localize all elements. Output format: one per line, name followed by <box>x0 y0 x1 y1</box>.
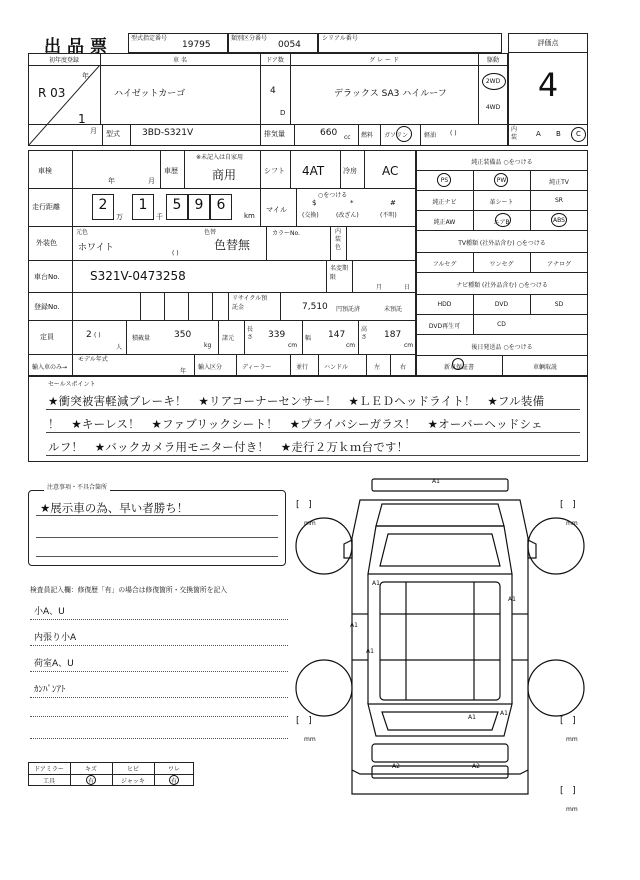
load-value: 350 <box>174 330 192 340</box>
first-reg-label: 初年度登録 <box>48 57 79 64</box>
sales-line-2: ！ ★キーレス！ ★ファブリックシート！ ★プライバシーガラス！ ★オーバーヘッドシェ <box>48 417 543 431</box>
capacity-value: 2 <box>86 330 92 340</box>
car-damage-diagram <box>290 474 590 804</box>
ac-label: 冷房 <box>343 167 357 175</box>
notes-label: 注意事項・不具合箇所 <box>44 482 110 491</box>
navi-sd: SD <box>554 301 564 308</box>
serial-label: シリアル番号 <box>322 35 358 42</box>
capacity-unit: 人 <box>116 344 123 351</box>
damage-a1-front-bumper: A1 <box>432 478 440 485</box>
name-change-label: 名変期限 <box>330 265 349 281</box>
diesel-bracket: ( ) <box>450 130 457 137</box>
fuel-label: 燃料 <box>361 132 374 139</box>
equip-abs: ABS <box>553 217 565 224</box>
legend-door-mirror: ドアミラー <box>34 766 64 773</box>
damage-a1-left-slide: A1 <box>350 622 358 629</box>
fuel-gasoline: ガソリン <box>384 132 409 139</box>
legend-tool: 工具 <box>42 778 55 785</box>
tv-oneseg: ワンセグ <box>489 261 514 268</box>
color-no-label: カラーNo. <box>272 230 300 237</box>
form-title: 出品票 <box>44 37 113 57</box>
recycle-unit: 円預託済 <box>336 306 361 313</box>
legend-jack: ジャッキ <box>121 778 145 785</box>
height-label: 高さ <box>361 326 368 341</box>
drive-label: 駆動 <box>486 57 499 64</box>
height-cm: cm <box>404 342 414 349</box>
handle-left: 左 <box>374 364 381 371</box>
model-label: 型式 <box>106 130 120 138</box>
load-unit: kg <box>204 342 212 349</box>
equip-leather: 革シート <box>489 199 514 206</box>
sales-line-1: ★衝突被害軽減ブレーキ！ ★リアコーナーセンサー！ ★ＬＥＤヘッドライト！ ★フル装備 <box>48 394 545 408</box>
recycle-value: 7,510 <box>302 302 328 312</box>
tread-spare-bracket: [ ] <box>560 786 576 796</box>
equip-ps: PS <box>440 177 449 184</box>
first-reg-era: R 03 <box>38 86 66 100</box>
tv-type-label: TV種類 (社外品含む) ○をつける <box>458 240 546 247</box>
model-year-unit: 年 <box>180 368 187 375</box>
tread-front-right-mm: mm <box>566 520 578 527</box>
sales-line-3: ルフ！ ★バックカメラ用モニター付き！ ★走行２万ｋｍ台です！ <box>48 440 409 454</box>
inspector-line-3: 荷室A、U <box>34 659 74 669</box>
inspector-line-1: 小A、U <box>34 607 65 617</box>
handle-right: 右 <box>400 364 407 371</box>
length-label: 長さ <box>247 326 254 341</box>
damage-a1-rear-panel: A1 <box>468 714 476 721</box>
unknown-label: (不明) <box>380 212 397 219</box>
mileage-unit-sen: 千 <box>156 213 163 221</box>
swap-mark: $ <box>312 199 317 207</box>
genuine-equip-label: 純正装備品 ○をつける <box>471 159 533 166</box>
dimension-label: 諸元 <box>222 335 235 342</box>
original-color-value: ホワイト <box>78 243 114 253</box>
inspector-line-4: ｶﾝﾊﾟﾝｱﾄ <box>34 685 66 695</box>
tv-fullseg: フルセグ <box>432 261 457 268</box>
name-change-month: 月 <box>376 284 383 291</box>
mileage-digit-2: 1 <box>138 197 148 213</box>
recycle-label: リサイクル預託金 <box>232 295 268 311</box>
alter-mark: * <box>350 199 354 207</box>
shaken-year-unit: 年 <box>108 177 115 185</box>
legend-broken: ワレ <box>167 766 180 773</box>
width-label: 幅 <box>305 335 312 342</box>
first-reg-month: 1 <box>78 112 86 126</box>
mile-label: マイル <box>266 206 287 214</box>
tread-rear-right-bracket: [ ] <box>560 716 576 726</box>
tread-front-left-mm: mm <box>304 520 316 527</box>
later-shipment-label: 後日発送品 ○をつける <box>471 344 533 351</box>
inspector-line-2: 内張り小A <box>34 633 77 643</box>
equip-sr: SR <box>555 197 563 204</box>
interior-c: C <box>576 130 581 138</box>
chassis-value: S321V-0473258 <box>90 269 186 283</box>
displacement-unit: cc <box>344 134 351 141</box>
interior-color-label: 内装色 <box>335 228 342 251</box>
tread-front-left-bracket: [ ] <box>296 500 312 510</box>
doors-value: 4 <box>270 86 276 96</box>
color-change-value: 色替無 <box>214 238 251 252</box>
import-div-label: 輸入区分 <box>198 364 223 371</box>
height-value: 187 <box>384 330 402 340</box>
damage-a2-rear-right: A2 <box>472 763 480 770</box>
history-label: 車歴 <box>164 167 178 175</box>
equip-genuine-aw: 純正AW <box>433 219 456 226</box>
capacity-label: 定員 <box>40 333 54 341</box>
model-no-value: 19795 <box>182 40 211 50</box>
sales-point-label: セールスポイント <box>48 381 96 388</box>
legend-scratch: キズ <box>85 766 97 773</box>
damage-a1-left-door: A1 <box>372 580 380 587</box>
ac-value: AC <box>382 164 399 178</box>
navi-dvd: DVD <box>494 301 509 308</box>
width-value: 147 <box>328 330 346 340</box>
interior-a: A <box>536 130 541 138</box>
history-note: ※未記入は自家用 <box>196 154 244 161</box>
mileage-unit-man: 万 <box>116 213 123 221</box>
jack-yes: 有 <box>170 778 177 785</box>
shaken-label: 車検 <box>38 167 52 175</box>
color-change-label: 色替 <box>204 229 217 236</box>
score-value: 4 <box>537 66 559 104</box>
category-no-value: 0054 <box>278 40 301 50</box>
later-manual: 車輌取説 <box>532 364 557 371</box>
interior-b: B <box>556 130 561 138</box>
navi-hdd: HDD <box>437 301 452 308</box>
notes-line-1: ★展示車の為、早い者勝ち！ <box>40 501 189 515</box>
mileage-mark-label: ○をつける <box>318 192 348 199</box>
grade-label: グ レ ー ド <box>369 57 399 64</box>
interior-label: 内装 <box>511 126 518 141</box>
navi-dvd-play: DVD再生可 <box>428 323 461 330</box>
car-name-label: 車 名 <box>173 57 187 64</box>
recycle-unpaid: 未預託 <box>384 306 403 313</box>
tread-rear-left-bracket: [ ] <box>296 716 312 726</box>
chassis-label: 車台No. <box>34 273 60 281</box>
later-new-cert: 新車保証書 <box>443 364 474 371</box>
color-paren: ( ) <box>172 250 179 257</box>
navi-cd: CD <box>497 321 506 328</box>
equip-airbag: エアB <box>493 219 510 226</box>
length-value: 339 <box>268 330 286 340</box>
tread-rear-right-mm: mm <box>566 736 578 743</box>
category-no-label: 類別区分番号 <box>231 35 268 42</box>
score-label: 評価点 <box>537 39 559 47</box>
shaken-month-unit: 月 <box>148 177 155 185</box>
mileage-label: 走行距離 <box>32 203 60 211</box>
alter-label: (改ざん) <box>336 212 359 219</box>
navi-type-label: ナビ種類 (社外品含む) ○をつける <box>456 282 548 289</box>
model-value: 3BD-S321V <box>142 128 194 138</box>
equip-genuine-tv: 純正TV <box>549 179 569 186</box>
handle-label: ハンドル <box>324 364 349 371</box>
model-no-label: 型式指定番号 <box>131 35 168 42</box>
equip-genuine-navi: 純正ナビ <box>432 199 457 206</box>
name-change-day: 日 <box>404 284 411 291</box>
drive-2wd: 2WD <box>485 78 501 85</box>
mileage-digit-3: 5 <box>172 197 182 213</box>
tread-front-right-bracket: [ ] <box>560 500 576 510</box>
doors-label: ドア数 <box>266 57 284 64</box>
exterior-color-label: 外装色 <box>36 239 57 247</box>
capacity-paren: ( ) <box>94 332 101 339</box>
swap-label: (交換) <box>302 212 319 219</box>
reg-no-label: 登録No. <box>34 303 60 311</box>
new-cert-circle <box>452 358 464 370</box>
load-label: 積載量 <box>132 335 151 342</box>
tool-yes: 有 <box>87 778 94 785</box>
width-cm: cm <box>346 342 356 349</box>
mileage-digit-1: 2 <box>98 197 108 213</box>
month-unit: 月 <box>90 127 97 135</box>
import-label: 輸入車のみ→ <box>32 364 68 371</box>
damage-a1-left-rear: A1 <box>366 648 374 655</box>
model-year-label: モデル年式 <box>78 356 108 363</box>
car-name: ハイゼットカーゴ <box>114 89 186 99</box>
tv-analog: アナログ <box>546 261 571 268</box>
damage-a1-right-door: A1 <box>508 596 516 603</box>
grade-value: デラックス SA3 ハイルーフ <box>334 89 447 99</box>
year-unit: 年 <box>82 72 89 80</box>
drive-4wd: 4WD <box>485 104 501 111</box>
displacement-value: 660 <box>320 128 338 138</box>
import-dealer: ディーラー <box>242 364 272 371</box>
mileage-digit-4: 9 <box>194 197 204 213</box>
original-color-label: 元色 <box>76 229 89 236</box>
diesel-label: 軽油 <box>424 132 437 139</box>
tread-rear-left-mm: mm <box>304 736 316 743</box>
door-type: D <box>280 109 286 117</box>
damage-a2-rear-left: A2 <box>392 763 400 770</box>
legend-crack: ヒビ <box>126 766 139 773</box>
inspector-label: 検査員記入欄：修復歴「有」の場合は修復箇所・交換箇所を記入 <box>30 586 228 594</box>
fuel-circle <box>396 126 412 142</box>
unknown-mark: # <box>390 199 396 207</box>
displacement-label: 排気量 <box>264 130 285 138</box>
mileage-km: km <box>244 212 255 220</box>
equip-pw: PW <box>496 177 507 184</box>
import-parallel: 並行 <box>296 364 309 371</box>
tread-spare-mm: mm <box>566 806 578 813</box>
history-value: 商用 <box>212 168 237 182</box>
shift-value: 4AT <box>302 164 325 178</box>
damage-a1-rear-right: A1 <box>500 710 508 717</box>
length-cm: cm <box>288 342 298 349</box>
shift-label: シフト <box>264 167 285 175</box>
mileage-digit-5: 6 <box>216 197 226 213</box>
interior-c-circle <box>571 127 586 142</box>
